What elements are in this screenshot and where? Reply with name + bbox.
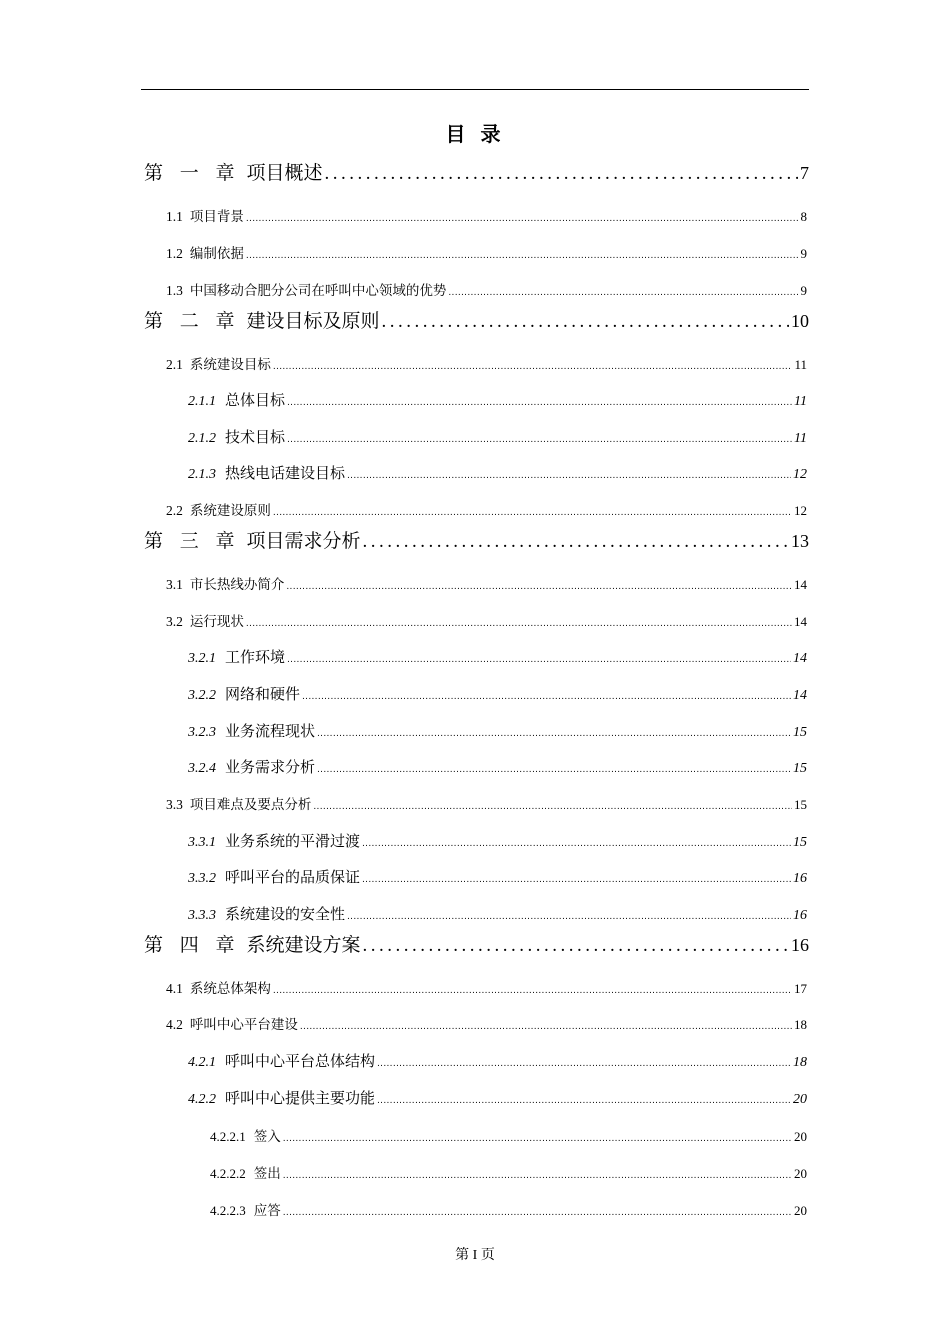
toc-dot-leader [362, 875, 791, 885]
toc-entry-number: 3.2.3 [188, 725, 216, 740]
toc-entry-page: 20 [794, 1129, 807, 1144]
toc-entry-number: 3.3.2 [188, 871, 216, 886]
toc-entry-level3[interactable] [188, 683, 807, 704]
toc-dot-leader [287, 435, 792, 445]
toc-entry-page: 20 [794, 1203, 807, 1218]
toc-entry-level3[interactable] [188, 462, 807, 483]
toc-entry-number: 4.2.2.3 [210, 1203, 246, 1218]
toc-entry-label: 市长热线办简介 [189, 577, 285, 593]
toc-entry-page: 12 [793, 467, 807, 482]
toc-dot-leader [313, 802, 792, 812]
toc-entry-level2[interactable] [166, 279, 807, 299]
toc-entry-number: 2.1 [166, 357, 183, 372]
toc-entry-page: 20 [793, 1092, 807, 1107]
toc-entry-page: 8 [800, 209, 807, 224]
toc-entry-label: 应答 [253, 1203, 281, 1219]
toc-entry-level2[interactable] [166, 977, 807, 997]
toc-entry-page: 16 [791, 935, 809, 955]
toc-dot-leader [377, 1096, 791, 1106]
toc-entry-label: 业务系统的平滑过渡 [225, 832, 361, 850]
toc-entry-label: 呼叫中心平台总体结构 [225, 1052, 376, 1070]
toc-entry-label: 项目需求分析 [246, 530, 361, 552]
toc-entry-page: 18 [794, 1017, 807, 1032]
toc-entry-number: 4.2.2.1 [210, 1129, 246, 1144]
toc-entry-label: 建设目标及原则 [246, 310, 380, 332]
toc-entry-page: 11 [794, 357, 807, 372]
toc-dot-leader [287, 398, 792, 408]
toc-entry-level3[interactable] [188, 1087, 807, 1108]
toc-entry-page: 9 [800, 283, 807, 298]
toc-entry-page: 10 [791, 311, 809, 331]
toc-dot-leader [382, 311, 789, 333]
toc-dot-leader [300, 1022, 792, 1032]
toc-entry-page: 17 [794, 981, 807, 996]
toc-entry-page: 20 [794, 1166, 807, 1181]
toc-entry-number: 3.2 [166, 614, 183, 629]
toc-entry-label: 运行现状 [189, 614, 244, 630]
toc-entry-page: 16 [793, 908, 807, 923]
toc-entry-number: 3.2.1 [188, 651, 216, 666]
toc-entry-level2[interactable] [166, 573, 807, 593]
toc-entry-number: 3.3.3 [188, 908, 216, 923]
toc-entry-page: 14 [794, 577, 807, 592]
toc-entry-level3[interactable] [188, 756, 807, 777]
toc-entry-label: 项目概述 [246, 162, 323, 184]
toc-entry-label: 项目难点及要点分析 [189, 797, 312, 813]
toc-dot-leader [325, 163, 798, 185]
toc-dot-leader [283, 1171, 792, 1181]
toc-dot-leader [273, 362, 793, 372]
toc-dot-leader [363, 531, 789, 553]
toc-entry-page: 14 [793, 651, 807, 666]
toc-entry-level1[interactable] [144, 306, 809, 333]
toc-dot-leader [246, 214, 799, 224]
toc-dot-leader [317, 765, 791, 775]
toc-entry-page: 11 [794, 394, 807, 409]
toc-entry-page: 14 [794, 614, 807, 629]
toc-entry-page: 14 [793, 688, 807, 703]
toc-entry-page: 16 [793, 871, 807, 886]
toc-entry-level2[interactable] [166, 205, 807, 225]
toc-entry-level3[interactable] [188, 903, 807, 924]
toc-entry-label: 中国移动合肥分公司在呼叫中心领域的优势 [189, 283, 447, 299]
toc-entry-number: 2.1.3 [188, 467, 216, 482]
toc-entry-page: 15 [793, 725, 807, 740]
toc-entry-label: 系统建设方案 [246, 934, 361, 956]
toc-entry-page: 9 [800, 246, 807, 261]
toc-entry-level4[interactable] [210, 1199, 807, 1219]
toc-entry-label: 系统建设目标 [189, 357, 271, 373]
toc-dot-leader [273, 508, 792, 518]
toc-entry-number: 3.1 [166, 577, 183, 592]
toc-entry-number: 3.3.1 [188, 835, 216, 850]
toc-entry-page: 15 [794, 797, 807, 812]
toc-entry-number: 1.1 [166, 209, 183, 224]
toc-entry-number: 4.2.2.2 [210, 1166, 246, 1181]
toc-entry-number: 3.2.4 [188, 761, 216, 776]
toc-entry-label: 编制依据 [189, 246, 244, 262]
toc-entry-level3[interactable] [188, 389, 807, 410]
toc-entry-page: 11 [794, 431, 807, 446]
toc-dot-leader [363, 935, 789, 957]
toc-dot-leader [246, 619, 792, 629]
toc-entry-number: 2.2 [166, 503, 183, 518]
toc-entry-level1[interactable] [144, 158, 809, 185]
toc-entry-number: 4.2.2 [188, 1092, 216, 1107]
toc-entry-number: 4.2 [166, 1017, 183, 1032]
toc-entry-level4[interactable] [210, 1125, 807, 1145]
toc-entry-level2[interactable] [166, 242, 807, 262]
toc-title: 目 录 [445, 122, 505, 146]
toc-entry-number: 第 一 章 [144, 163, 241, 184]
toc-entry-number: 1.2 [166, 246, 183, 261]
toc-entry-number: 4.1 [166, 981, 183, 996]
toc-entry-number: 第 二 章 [144, 311, 241, 332]
toc-entry-page: 18 [793, 1055, 807, 1070]
toc-entry-page: 12 [794, 503, 807, 518]
toc-entry-label: 呼叫中心提供主要功能 [225, 1089, 376, 1107]
toc-entry-page: 15 [793, 835, 807, 850]
toc-dot-leader [283, 1134, 792, 1144]
toc-entry-level1[interactable] [144, 930, 809, 957]
toc-dot-leader [283, 1208, 792, 1218]
toc-entry-level1[interactable] [144, 526, 809, 553]
toc-entry-number: 1.3 [166, 283, 183, 298]
toc-entry-level2[interactable] [166, 1013, 807, 1033]
toc-entry-level3[interactable] [188, 830, 807, 851]
toc-entry-level3[interactable] [188, 646, 807, 667]
toc-dot-leader [302, 692, 791, 702]
toc-entry-label: 呼叫平台的品质保证 [225, 868, 361, 886]
toc-dot-leader [246, 251, 799, 261]
toc-entry-label: 系统总体架构 [189, 981, 271, 997]
toc-entry-number: 2.1.1 [188, 394, 216, 409]
toc-entry-label: 项目背景 [189, 209, 244, 225]
toc-entry-level2[interactable] [166, 353, 807, 373]
toc-entry-number: 4.2.1 [188, 1055, 216, 1070]
toc-entry-label: 业务需求分析 [225, 758, 316, 776]
toc-entry-level2[interactable] [166, 610, 807, 630]
toc-entry-number: 2.1.2 [188, 431, 216, 446]
toc-entry-number: 3.3 [166, 797, 183, 812]
toc-entry-label: 工作环境 [225, 648, 286, 666]
toc-dot-leader [286, 582, 792, 592]
toc-entry-number: 第 四 章 [144, 935, 241, 956]
toc-dot-leader [377, 1059, 791, 1069]
page-footer: 第 I 页 [455, 1248, 495, 1263]
toc-dot-leader [273, 986, 792, 996]
toc-entry-level3[interactable] [188, 866, 807, 887]
toc-entry-label: 网络和硬件 [225, 685, 301, 703]
toc-dot-leader [347, 912, 791, 922]
toc-dot-leader [287, 655, 791, 665]
toc-entry-page: 13 [791, 531, 809, 551]
toc-entry-label: 签入 [253, 1129, 281, 1145]
toc-entry-level2[interactable] [166, 793, 807, 813]
toc-entry-label: 呼叫中心平台建设 [189, 1017, 298, 1033]
toc-entry-level3[interactable] [188, 1050, 807, 1071]
toc-entry-number: 第 三 章 [144, 531, 241, 552]
toc-entry-page: 7 [800, 163, 809, 183]
toc-dot-leader [317, 729, 791, 739]
toc-entry-label: 系统建设原则 [189, 503, 271, 519]
toc-entry-level3[interactable] [188, 720, 807, 741]
toc-entry-label: 签出 [253, 1166, 281, 1182]
toc-dot-leader [448, 288, 798, 298]
toc-dot-leader [362, 839, 791, 849]
toc-dot-leader [347, 471, 791, 481]
toc-entry-label: 业务流程现状 [225, 722, 316, 740]
toc-entry-level2[interactable] [166, 499, 807, 519]
toc-entry-label: 热线电话建设目标 [225, 464, 346, 482]
toc-entry-label: 技术目标 [225, 428, 286, 446]
toc-entry-label: 总体目标 [225, 391, 286, 409]
toc-entry-page: 15 [793, 761, 807, 776]
toc-entry-level4[interactable] [210, 1162, 807, 1182]
toc-entry-label: 系统建设的安全性 [225, 905, 346, 923]
toc-entry-level3[interactable] [188, 426, 807, 447]
toc-entry-number: 3.2.2 [188, 688, 216, 703]
